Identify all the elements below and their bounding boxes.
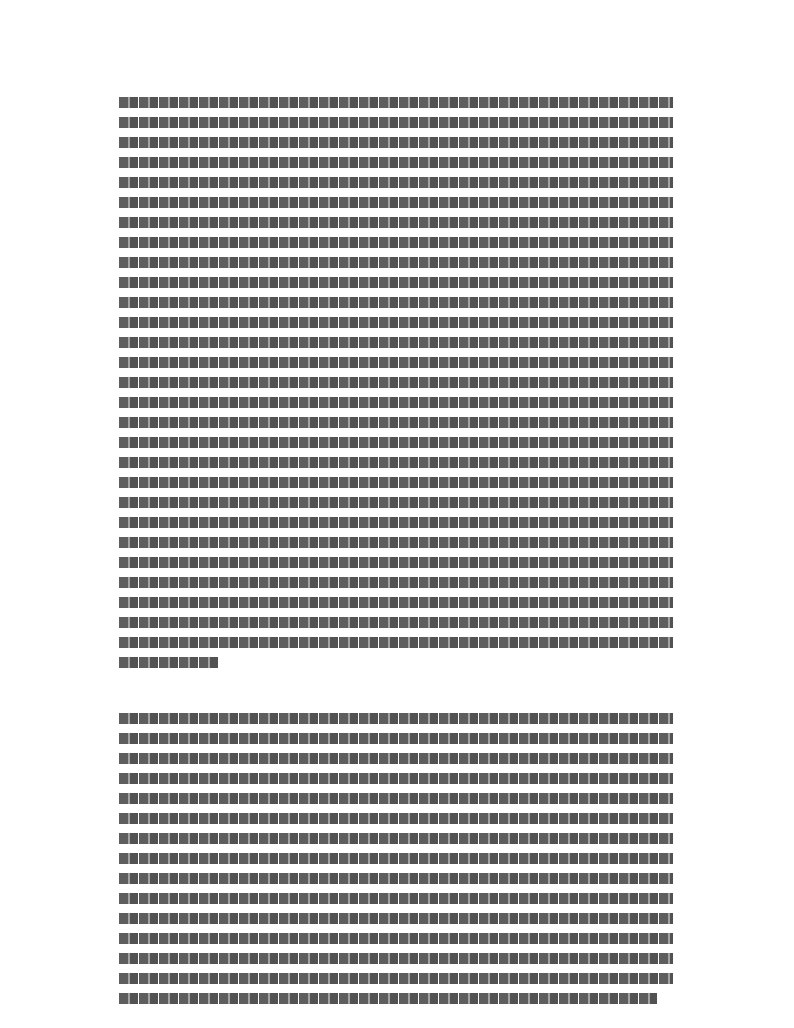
text-line (119, 793, 673, 804)
text-line (119, 357, 673, 368)
text-line (119, 617, 673, 628)
text-line (119, 517, 673, 528)
text-line (119, 97, 673, 108)
text-line (119, 953, 673, 964)
text-line (119, 337, 673, 348)
text-line (119, 277, 673, 288)
text-line (119, 477, 673, 488)
text-line (119, 973, 673, 984)
text-line (119, 437, 673, 448)
text-line (119, 577, 673, 588)
text-line (119, 417, 673, 428)
text-line (119, 157, 673, 168)
text-line (119, 597, 673, 608)
text-line (119, 117, 673, 128)
text-line (119, 397, 673, 408)
text-line (119, 657, 219, 668)
paragraph-block (119, 97, 673, 677)
text-line (119, 457, 673, 468)
text-line (119, 853, 673, 864)
text-line (119, 753, 673, 764)
text-line (119, 713, 673, 724)
text-line (119, 537, 673, 548)
text-line (119, 557, 673, 568)
paragraph-block (119, 713, 673, 1013)
text-line (119, 813, 673, 824)
text-line (119, 137, 673, 148)
text-line (119, 317, 673, 328)
text-line (119, 497, 673, 508)
text-line (119, 773, 673, 784)
text-line (119, 377, 673, 388)
text-line (119, 217, 673, 228)
text-line (119, 197, 673, 208)
text-line (119, 993, 657, 1004)
text-line (119, 933, 673, 944)
text-line (119, 913, 673, 924)
text-line (119, 237, 673, 248)
text-line (119, 893, 673, 904)
text-line (119, 297, 673, 308)
text-line (119, 257, 673, 268)
text-line (119, 873, 673, 884)
text-line (119, 637, 673, 648)
text-line (119, 733, 673, 744)
text-line (119, 177, 673, 188)
text-line (119, 833, 673, 844)
